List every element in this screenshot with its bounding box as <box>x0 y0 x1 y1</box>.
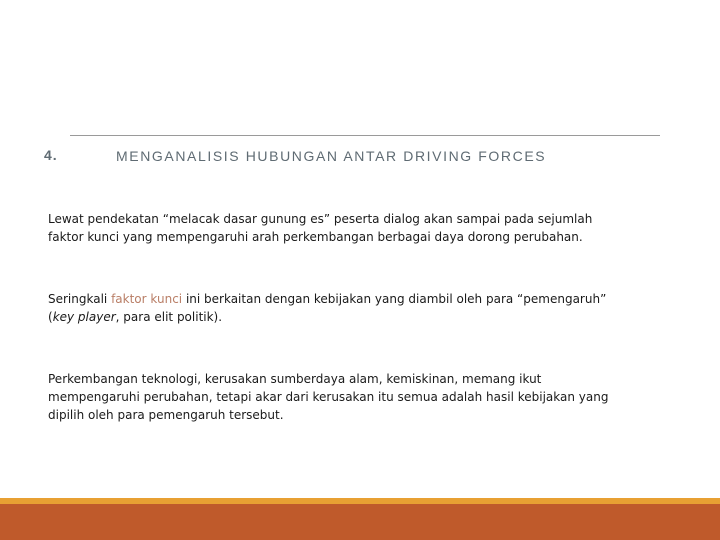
highlight-faktor-kunci: faktor kunci <box>111 292 183 306</box>
paragraph-3 <box>48 370 688 424</box>
paragraph-3-line-1: Perkembangan teknologi, kerusakan sumberdaya alam, kemiskinan, memang ikut <box>48 372 542 386</box>
paragraph-3-line-3: dipilih oleh para pemengaruh tersebut. <box>48 408 284 422</box>
paragraph-2 <box>48 290 688 326</box>
footer-bar <box>0 504 720 540</box>
paragraph-2-line-1 <box>48 290 688 308</box>
paragraph-2-line-2 <box>48 308 688 326</box>
heading-divider <box>70 135 660 136</box>
paragraph-1-line-1: Lewat pendekatan “melacak dasar gunung es” peserta dialog akan sampai pada sejumlah <box>48 212 593 226</box>
section-number: 4. <box>44 147 58 163</box>
paragraph-1 <box>48 210 688 246</box>
paragraph-2-paren-open: ( <box>48 310 53 324</box>
paragraph-2-text-before: Seringkali <box>48 292 112 306</box>
section-title: MENGANALISIS HUBUNGAN ANTAR DRIVING FORCES <box>116 148 547 164</box>
key-player-term: key player <box>52 310 116 324</box>
paragraph-1-line-2: faktor kunci yang mempengaruhi arah perkembangan berbagai daya dorong perubahan. <box>48 230 583 244</box>
paragraph-2-text-after: ini berkaitan dengan kebijakan yang diambil oleh para “pemengaruh” <box>182 292 607 306</box>
paragraph-2-line-2-rest: , para elit politik). <box>115 310 223 324</box>
paragraph-3-line-2: mempengaruhi perubahan, tetapi akar dari kerusakan itu semua adalah hasil kebijakan yang <box>48 390 609 404</box>
